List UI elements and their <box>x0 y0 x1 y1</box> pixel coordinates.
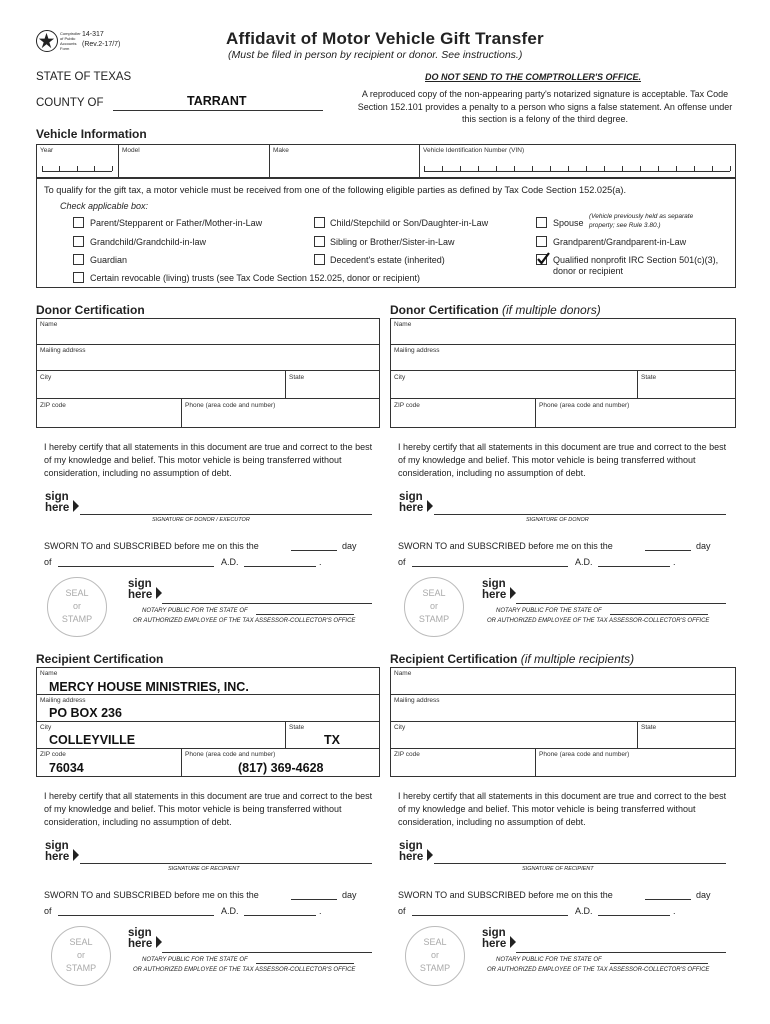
option-trusts: Certain revocable (living) trusts (see Tax Code Section 152.025, donor or recipient) <box>90 273 421 283</box>
checkbox-decedent[interactable] <box>314 254 325 265</box>
arrow-right-icon <box>510 936 516 948</box>
checkbox-spouse[interactable] <box>536 217 547 228</box>
vehicle-section-title: Vehicle Information <box>36 127 147 141</box>
recipient-name-field[interactable]: MERCY HOUSE MINISTRIES, INC. <box>49 680 249 694</box>
arrow-right-icon <box>427 500 433 512</box>
donor-right-signature-line[interactable] <box>434 514 726 515</box>
recipient-left-sign-here: sign here <box>45 841 69 863</box>
recipient-left-state-label: State <box>289 724 305 731</box>
form-number: 14-317 <box>82 31 104 38</box>
recipient-left-notary-caption1: NOTARY PUBLIC FOR THE STATE OF <box>142 957 248 963</box>
recipient-left-mailing-label: Mailing address <box>40 697 86 704</box>
donor-left-day-label: day <box>342 541 357 551</box>
checkbox-trusts[interactable] <box>73 272 84 283</box>
option-child: Child/Stepchild or Son/Daughter-in-Law <box>330 218 489 228</box>
year-label: Year <box>40 147 54 154</box>
donor-right-seal: SEAL or STAMP <box>404 577 464 637</box>
donor-left-certify-text: I hereby certify that all statements in this document are true and correct to the best of my knowledge and belief. This motor vehicle is being transferred without consideration, including no assumption of debt. <box>44 442 373 478</box>
recipient-right-address-box <box>390 667 736 777</box>
recipient-left-notary-line[interactable] <box>162 952 372 953</box>
notice-body: A reproduced copy of the non-appearing party's notarized signature is acceptable. Tax Code Section 152.101 provides a penalty to a person who signs a false statement. An offense under this section is a felony of the third degree. <box>357 89 733 124</box>
recipient-right-sign-here: sign here <box>399 841 423 863</box>
page-title: Affidavit of Motor Vehicle Gift Transfer <box>226 29 544 48</box>
donor-left-signature-line[interactable] <box>80 514 372 515</box>
recipient-right-phone-label: Phone (area code and number) <box>539 751 630 758</box>
donor-right-mailing-label: Mailing address <box>394 347 440 354</box>
vin-label: Vehicle Identification Number (VIN) <box>423 147 525 154</box>
checkbox-parent[interactable] <box>73 217 84 228</box>
donor-right-of-label: of <box>398 557 406 567</box>
recipient-left-phone-label: Phone (area code and number) <box>185 751 276 758</box>
recipient-right-title: Recipient Certification (if multiple recipients) <box>390 652 635 666</box>
recipient-right-notary-line[interactable] <box>516 952 726 953</box>
checkbox-grandparent[interactable] <box>536 236 547 247</box>
checkbox-nonprofit[interactable] <box>536 254 547 265</box>
donor-right-certify-text: I hereby certify that all statements in this document are true and correct to the best of my knowledge and belief. This motor vehicle is being transferred without consideration, including no assumption of debt. <box>398 442 727 478</box>
donor-right-sig-caption: SIGNATURE OF DONOR <box>526 517 589 523</box>
check-applicable-label: Check applicable box: <box>60 201 149 211</box>
recipient-right-mailing-label: Mailing address <box>394 697 440 704</box>
recipient-left-ad-label: A.D. <box>221 906 239 916</box>
option-parent: Parent/Stepparent or Father/Mother-in-Law <box>90 218 263 228</box>
county-line <box>113 110 323 111</box>
option-guardian: Guardian <box>90 255 128 265</box>
donor-right-day-label: day <box>696 541 711 551</box>
donor-left-address-box <box>36 318 380 428</box>
recipient-right-city-label: City <box>394 724 406 731</box>
recipient-left-signature-line[interactable] <box>80 863 372 864</box>
recipient-left-of-label: of <box>44 906 52 916</box>
recipient-left-sworn-text: SWORN TO and SUBSCRIBED before me on this the <box>44 890 259 900</box>
comptroller-logo <box>36 30 58 52</box>
recipient-right-notary-sign-here: sign here <box>482 928 506 950</box>
donor-right-notary-line[interactable] <box>516 603 726 604</box>
recipient-right-day-label: day <box>696 890 711 900</box>
recipient-right-seal: SEAL or STAMP <box>405 926 465 986</box>
spouse-note: (Vehicle previously held as separate property; see Rule 3.80.) <box>589 213 694 229</box>
donor-left-notary-line[interactable] <box>162 603 372 604</box>
recipient-right-zip-label: ZIP code <box>394 751 420 758</box>
option-decedent: Decedent's estate (inherited) <box>330 255 445 265</box>
donor-right-address-box <box>390 318 736 428</box>
form-revision: (Rev.2-17/7) <box>82 41 121 48</box>
recipient-right-sworn-text: SWORN TO and SUBSCRIBED before me on this the <box>398 890 613 900</box>
recipient-mailing-field[interactable]: PO BOX 236 <box>49 706 122 720</box>
county-label: COUNTY OF <box>36 97 104 109</box>
checkbox-child[interactable] <box>314 217 325 228</box>
recipient-right-signature-line[interactable] <box>434 863 726 864</box>
recipient-state-field[interactable]: TX <box>324 733 340 747</box>
recipient-phone-field[interactable]: (817) 369-4628 <box>238 761 324 775</box>
recipient-left-day-label: day <box>342 890 357 900</box>
recipient-left-title: Recipient Certification <box>36 652 164 666</box>
donor-left-name-label: Name <box>40 321 58 328</box>
recipient-zip-field[interactable]: 76034 <box>49 761 84 775</box>
recipient-right-notary-caption1: NOTARY PUBLIC FOR THE STATE OF <box>496 957 602 963</box>
recipient-city-field[interactable]: COLLEYVILLE <box>49 733 136 747</box>
donor-right-title: Donor Certification (if multiple donors) <box>390 303 601 317</box>
donor-right-name-label: Name <box>394 321 412 328</box>
recipient-right-of-label: of <box>398 906 406 916</box>
recipient-right-state-label: State <box>641 724 657 731</box>
donor-left-seal: SEAL or STAMP <box>47 577 107 637</box>
recipient-right-certify-text: I hereby certify that all statements in this document are true and correct to the best of my knowledge and belief. This motor vehicle is being transferred without consideration, including no assumption of debt. <box>398 791 727 827</box>
recipient-left-zip-label: ZIP code <box>40 751 66 758</box>
recipient-left-notary-sign-here: sign here <box>128 928 152 950</box>
star-icon <box>37 31 56 50</box>
donor-left-of-label: of <box>44 557 52 567</box>
donor-right-phone-label: Phone (area code and number) <box>539 402 630 409</box>
checkbox-grandchild[interactable] <box>73 236 84 247</box>
recipient-right-notary-caption2: OR AUTHORIZED EMPLOYEE OF THE TAX ASSESSOR-COLLECTOR'S OFFICE <box>487 967 710 973</box>
donor-right-sign-here: sign here <box>399 492 423 514</box>
donor-right-notary-sign-here: sign here <box>482 579 506 601</box>
model-label: Model <box>122 147 140 154</box>
donor-left-sig-caption: SIGNATURE OF DONOR / EXECUTOR <box>152 517 250 523</box>
donor-right-city-label: City <box>394 374 406 381</box>
option-spouse: Spouse <box>553 218 584 228</box>
recipient-left-seal: SEAL or STAMP <box>51 926 111 986</box>
county-field[interactable]: TARRANT <box>187 94 247 108</box>
recipient-right-name-label: Name <box>394 670 412 677</box>
donor-right-ad-label: A.D. <box>575 557 593 567</box>
donor-left-notary-caption1: NOTARY PUBLIC FOR THE STATE OF <box>142 608 248 614</box>
vehicle-info-box <box>36 144 736 178</box>
donor-left-sworn-text: SWORN TO and SUBSCRIBED before me on this the <box>44 541 259 551</box>
logo-text: Comptroller of Public Accounts Form <box>60 31 81 51</box>
checkbox-guardian[interactable] <box>73 254 84 265</box>
donor-left-state-label: State <box>289 374 305 381</box>
donor-left-notary-caption2: OR AUTHORIZED EMPLOYEE OF THE TAX ASSESSOR-COLLECTOR'S OFFICE <box>133 618 356 624</box>
donor-right-sworn-text: SWORN TO and SUBSCRIBED before me on this the <box>398 541 613 551</box>
donor-left-phone-label: Phone (area code and number) <box>185 402 276 409</box>
page-subtitle: (Must be filed in person by recipient or donor. See instructions.) <box>228 49 523 61</box>
donor-left-ad-label: A.D. <box>221 557 239 567</box>
option-sibling: Sibling or Brother/Sister-in-Law <box>330 237 455 247</box>
recipient-left-certify-text: I hereby certify that all statements in this document are true and correct to the best of my knowledge and belief. This motor vehicle is being transferred without consideration, including no assumption of debt. <box>44 791 373 827</box>
donor-left-sign-here: sign here <box>45 492 69 514</box>
state-label: STATE OF TEXAS <box>36 71 132 83</box>
arrow-right-icon <box>510 587 516 599</box>
option-grandparent: Grandparent/Grandparent-in-Law <box>553 237 687 247</box>
arrow-right-icon <box>427 849 433 861</box>
make-label: Make <box>273 147 289 154</box>
recipient-left-name-label: Name <box>40 670 58 677</box>
recipient-left-notary-caption2: OR AUTHORIZED EMPLOYEE OF THE TAX ASSESSOR-COLLECTOR'S OFFICE <box>133 967 356 973</box>
donor-left-mailing-label: Mailing address <box>40 347 86 354</box>
eligibility-intro: To qualify for the gift tax, a motor vehicle must be received from one of the following eligible parties as defined by Tax Code Section 152.025(a). <box>44 185 627 195</box>
recipient-right-ad-label: A.D. <box>575 906 593 916</box>
donor-left-city-label: City <box>40 374 52 381</box>
donor-left-zip-label: ZIP code <box>40 402 66 409</box>
arrow-right-icon <box>156 936 162 948</box>
checkbox-sibling[interactable] <box>314 236 325 247</box>
donor-right-state-label: State <box>641 374 657 381</box>
donor-right-zip-label: ZIP code <box>394 402 420 409</box>
donor-left-title: Donor Certification <box>36 303 145 317</box>
arrow-right-icon <box>73 849 79 861</box>
arrow-right-icon <box>156 587 162 599</box>
notice-heading: DO NOT SEND TO THE COMPTROLLER'S OFFICE. <box>425 72 641 82</box>
donor-left-notary-sign-here: sign here <box>128 579 152 601</box>
checkmark-icon <box>536 252 550 266</box>
recipient-right-sig-caption: SIGNATURE OF RECIPIENT <box>522 866 594 872</box>
donor-right-notary-caption2: OR AUTHORIZED EMPLOYEE OF THE TAX ASSESSOR-COLLECTOR'S OFFICE <box>487 618 710 624</box>
recipient-left-sig-caption: SIGNATURE OF RECIPIENT <box>168 866 240 872</box>
donor-right-notary-caption1: NOTARY PUBLIC FOR THE STATE OF <box>496 608 602 614</box>
option-grandchild: Grandchild/Grandchild-in-law <box>90 237 207 247</box>
option-nonprofit: Qualified nonprofit IRC Section 501(c)(3), donor or recipient <box>553 255 719 276</box>
recipient-left-city-label: City <box>40 724 52 731</box>
arrow-right-icon <box>73 500 79 512</box>
